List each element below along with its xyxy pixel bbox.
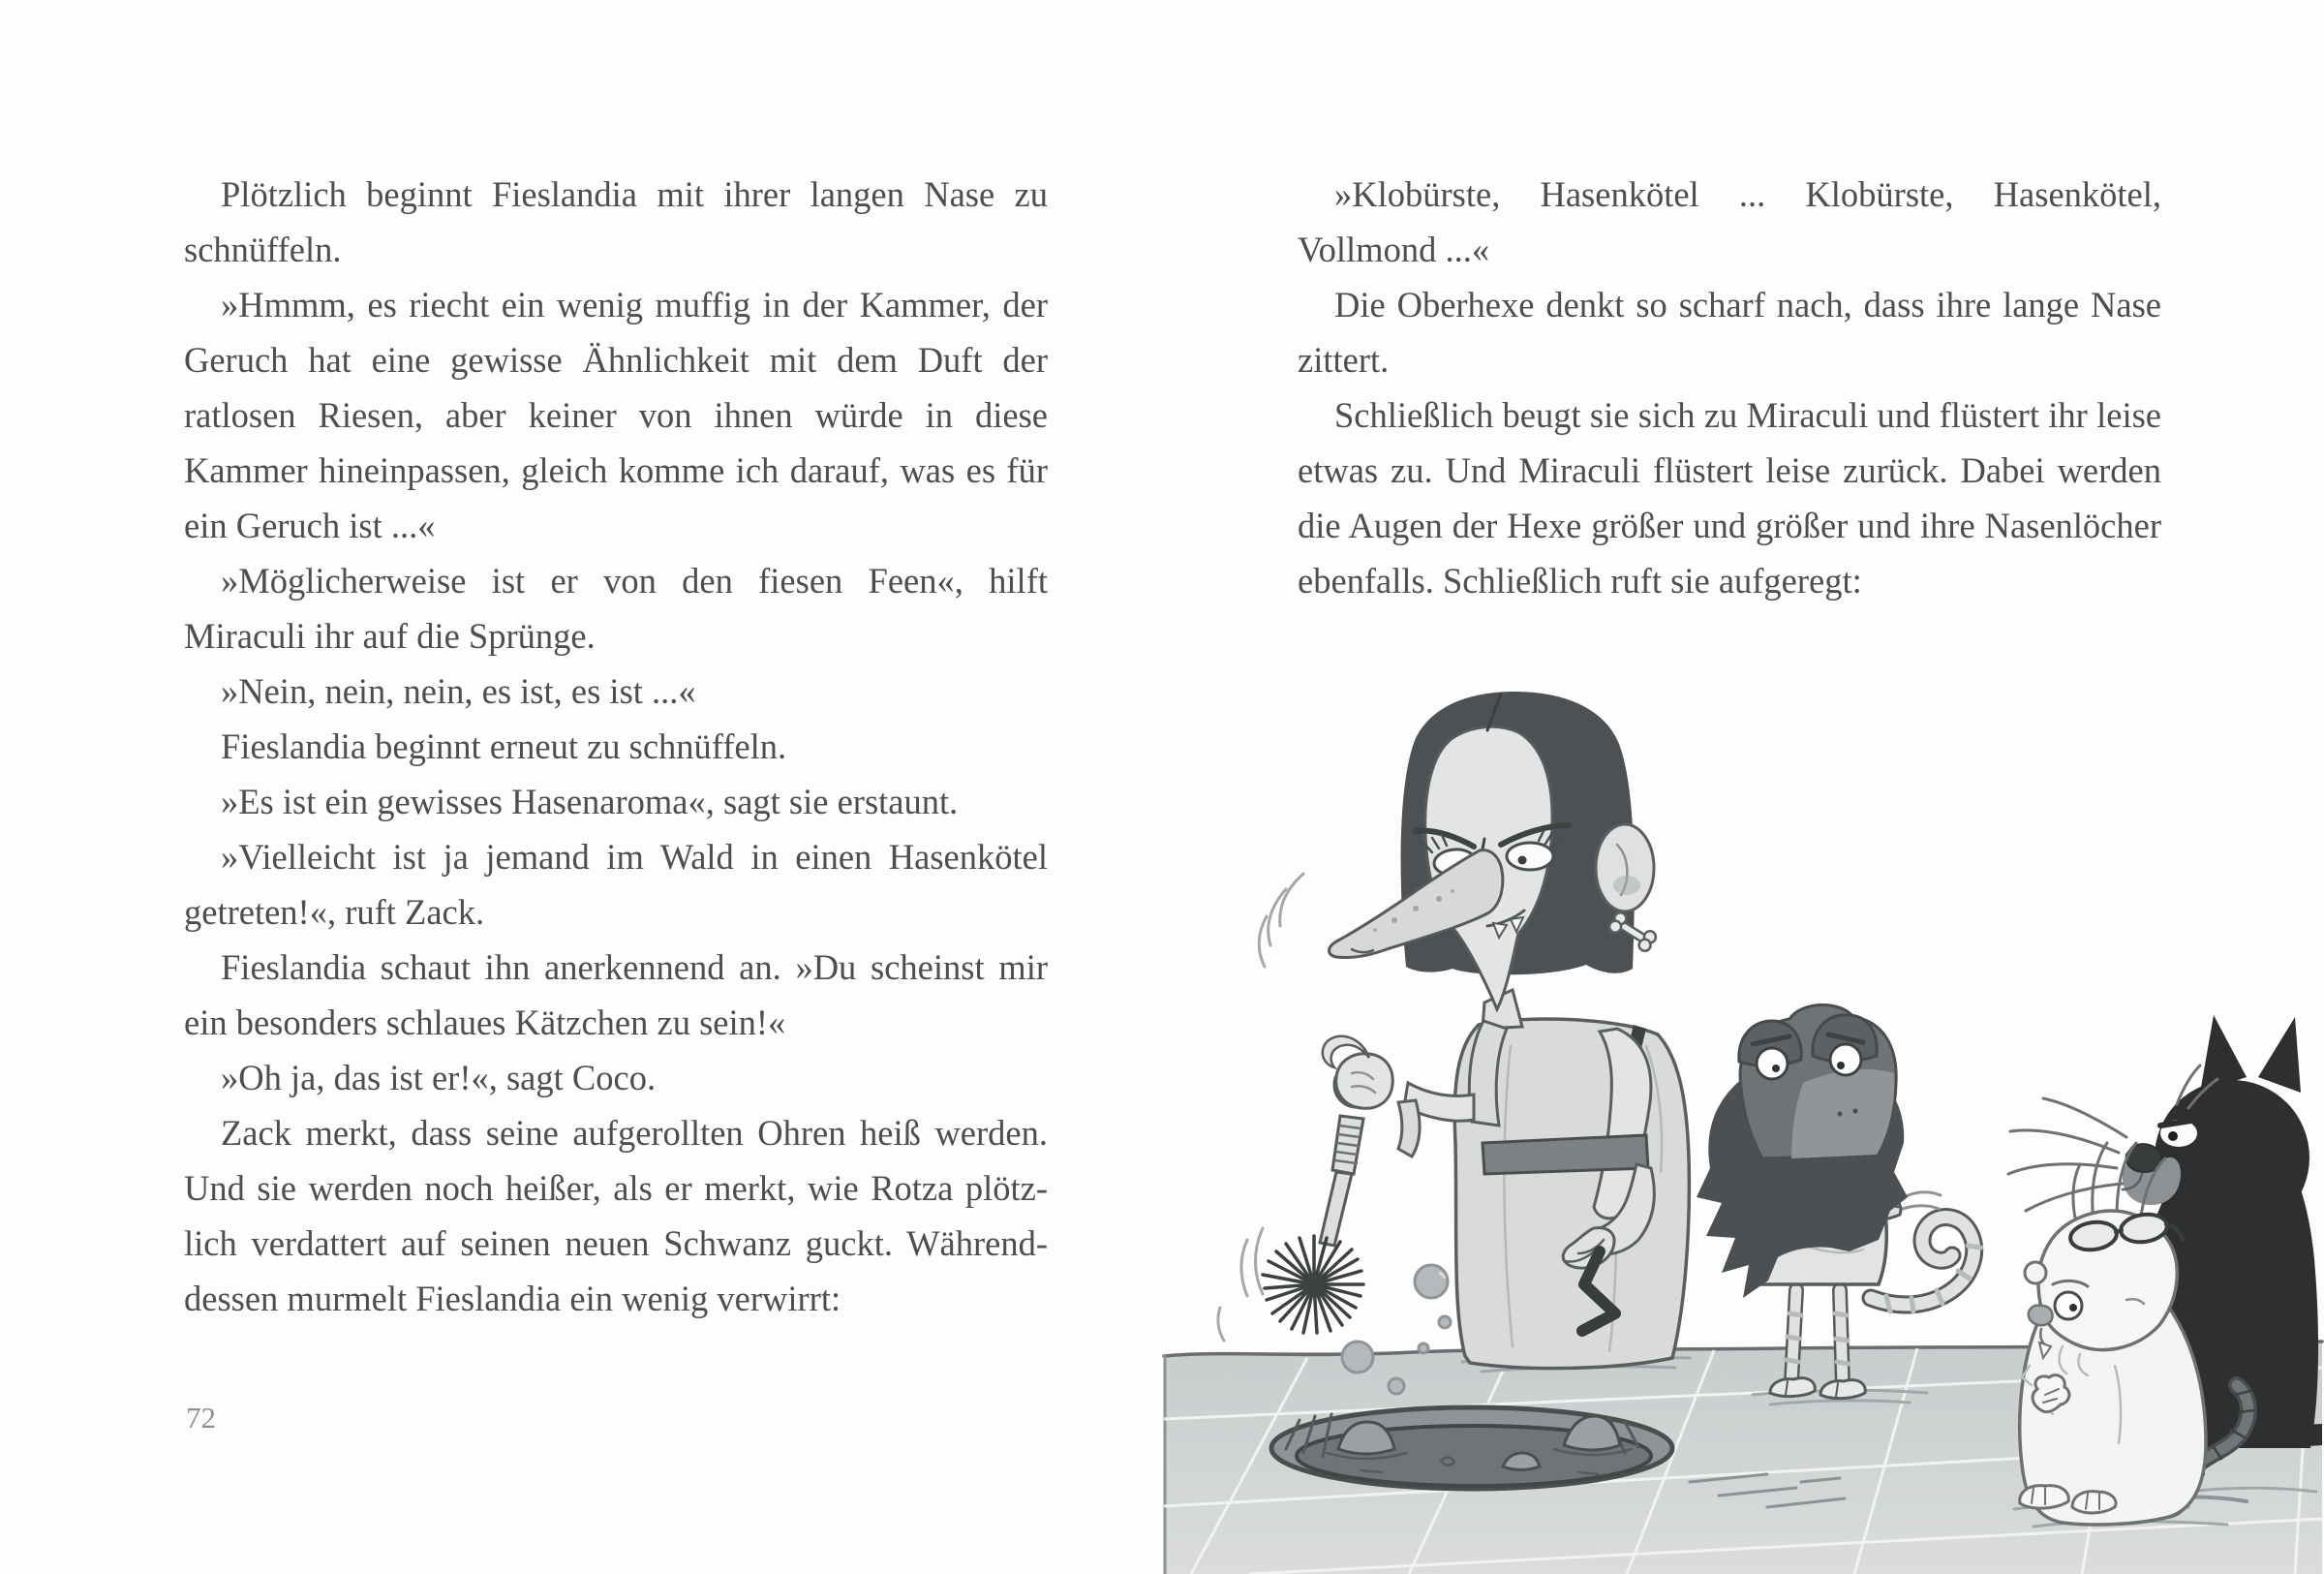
paragraph: Zack merkt, dass seine aufgerollten Ohren heiß werden. Und sie werden noch heißer, als er merkt, wie Rotza plötzlich verdattert auf seinen neuen Schwanz guckt. Währenddessen murmelt Fieslandia ein wenig verwirrt:	[184, 1113, 1048, 1318]
hamster-foot	[2072, 1492, 2116, 1513]
paragraph: »Nein, nein, nein, es ist, es ist ...«	[221, 671, 696, 711]
paragraph: Fieslandia beginnt erneut zu schnüffeln.	[221, 726, 787, 766]
paragraph: »Möglicherweise ist er von den fiesen Feen«, hilft Miraculi ihr auf die Sprünge.	[184, 561, 1048, 656]
paragraph: »Es ist ein gewisses Hasenaroma«, sagt sie erstaunt.	[221, 782, 959, 821]
witch	[1218, 692, 1689, 1369]
paragraph: »Klobürste, Hasenkötel ... Klobürste, Hasenkötel, Vollmond ...«	[1298, 174, 2161, 269]
smell-lines	[1259, 874, 1303, 967]
hamster-nose	[2029, 1306, 2053, 1326]
paragraph: Die Oberhexe denkt so scharf nach, dass ihre lange Nase zittert.	[1298, 285, 2161, 380]
left-page-text	[184, 167, 1048, 1326]
hamster-ear	[2025, 1262, 2046, 1283]
witch-belt	[1483, 1135, 1648, 1174]
paragraph: »Oh ja, das ist er!«, sagt Coco.	[221, 1058, 657, 1097]
paragraph: »Hmmm, es riecht ein wenig muffig in der Kammer, der Geruch hat eine gewisse Ähnlichkeit mit dem Duft der ratlosen Riesen, aber keiner von ihnen würde in diese Kammer hineinpassen, gleich komme ich darauf, was es für ein Geruch ist ...«	[184, 285, 1048, 545]
story-illustration	[1162, 630, 2324, 1574]
witch-ear	[1596, 824, 1654, 911]
paragraph: Plötzlich beginnt Fieslandia mit ihrer langen Nase zu schnüffeln.	[184, 174, 1048, 269]
right-page-text	[1298, 167, 2161, 608]
page-number: 72	[186, 1401, 216, 1435]
cat-eye	[2160, 1120, 2197, 1147]
paragraph: Schließlich beugt sie sich zu Miraculi und flüstert ihr leise etwas zu. Und Miraculi flüstert leise zurück. Dabei werden die Augen der Hexe größer und größer und ihre Nasenlöcher ebenfalls. Schließlich ruft sie aufgeregt:	[1298, 395, 2161, 601]
paragraph: Fieslandia schaut ihn anerkennend an. »Du scheinst mir ein besonders schlaues Kätzchen zu sein!«	[184, 947, 1048, 1042]
paragraph: »Vielleicht ist ja jemand im Wald in einen Hasenkötel getreten!«, ruft Zack.	[184, 837, 1048, 932]
frog-creature	[1697, 1004, 1981, 1398]
